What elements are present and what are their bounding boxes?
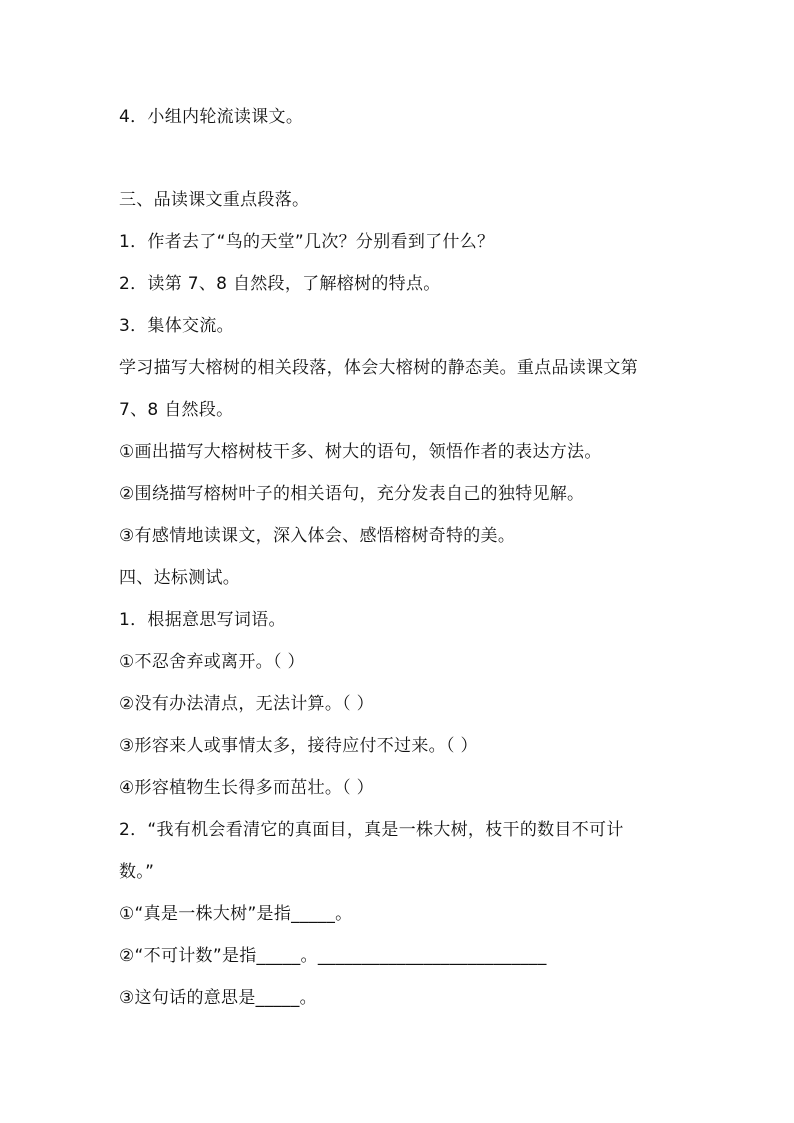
text-line-question-3: 3．集体交流。 [119, 316, 234, 336]
text-line-question-1: 1．作者去了“鸟的天堂”几次？分别看到了什么？ [119, 232, 495, 252]
exercise-1-item-2: ②没有办法清点，无法计算。（ ） [119, 694, 374, 714]
list-item-circled-2: ②围绕描写榕树叶子的相关语句，充分发表自己的独特见解。 [119, 484, 585, 504]
exercise-1-prompt: 1．根据意思写词语。 [119, 610, 286, 630]
text-line-question-2: 2．读第 7、8 自然段，了解榕树的特点。 [119, 274, 441, 294]
exercise-1-item-3: ③形容来人或事情太多，接待应付不过来。（ ） [119, 736, 478, 756]
paragraph-line-1: 学习描写大榕树的相关段落，体会大榕树的静态美。重点品读课文第 [119, 358, 638, 378]
exercise-1-item-4: ④形容植物生长得多而茁壮。（ ） [119, 778, 374, 798]
list-item-circled-3: ③有感情地读课文，深入体会、感悟榕树奇特的美。 [119, 526, 516, 546]
exercise-2-quote-line-2: 数。” [119, 862, 155, 882]
section-heading-4: 四、达标测试。 [119, 568, 241, 588]
exercise-2-quote-line-1: 2．“我有机会看清它的真面目，真是一株大树，枝干的数目不可计 [119, 820, 624, 840]
section-heading-3: 三、品读课文重点段落。 [119, 190, 310, 210]
paragraph-line-2: 7、8 自然段。 [119, 400, 234, 420]
exercise-2-item-3: ③这句话的意思是_____。 [119, 988, 317, 1008]
list-item-circled-1: ①画出描写大榕树枝干多、树大的语句，领悟作者的表达方法。 [119, 442, 602, 462]
exercise-1-item-1: ①不忍舍弃或离开。（ ） [119, 652, 305, 672]
exercise-2-item-1: ①“真是一株大树”是指_____。 [119, 904, 353, 924]
text-line-step-4: 4．小组内轮流读课文。 [119, 107, 304, 127]
exercise-2-item-2: ②“不可计数”是指_____。__________________________ [119, 946, 547, 966]
